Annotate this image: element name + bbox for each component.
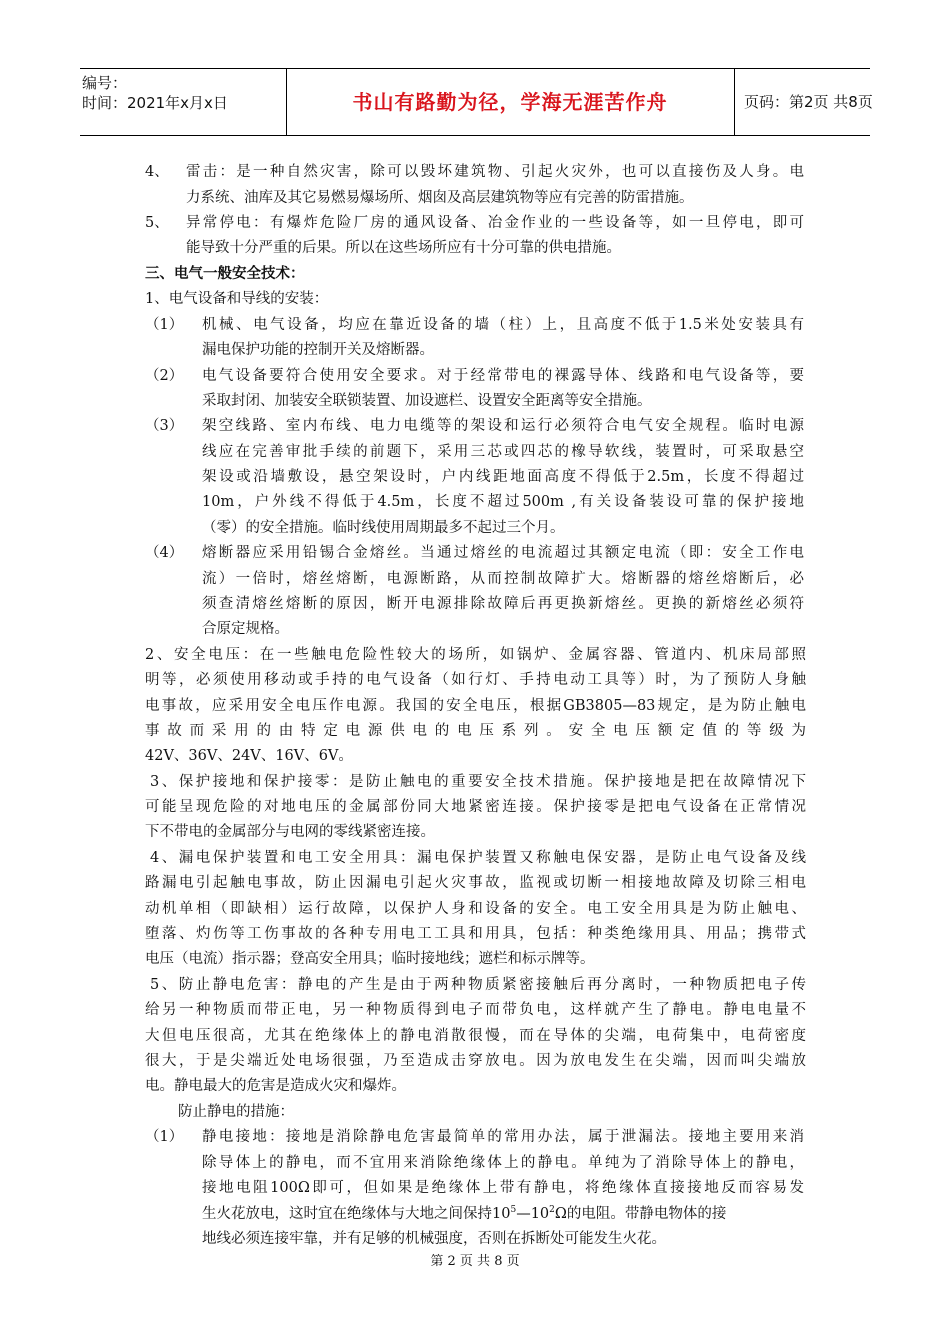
text-line: 4、漏电保护装置和电工安全用具：漏电保护装置又称触电保安器，是防止电气设备及线 bbox=[150, 850, 806, 866]
text-line: （零）的安全措施。临时线使用周期最多不起过三个月。 bbox=[202, 520, 565, 536]
item-number: （1） bbox=[145, 317, 184, 333]
text-line: 路漏电引起触电事故，防止因漏电引起火灾事故，监视或切断一相接地故障及切除三相电 bbox=[145, 875, 806, 891]
header-motto: 书山有路勤为径，学海无涯苦作舟 bbox=[352, 90, 668, 114]
text-line: 电。静电最大的危害是造成火灾和爆炸。 bbox=[145, 1078, 406, 1094]
header-motto-cell bbox=[286, 69, 735, 135]
text-line: 采取封闭、加装安全联锁装置、加设遮栏、设置安全距离等安全措施。 bbox=[202, 393, 652, 409]
item-number: 5、 bbox=[145, 215, 169, 231]
exponent: 2 bbox=[549, 1205, 555, 1216]
text-line: 熔断器应采用铅锡合金熔丝。当通过熔丝的电流超过其额定电流（即：安全工作电 bbox=[202, 545, 804, 561]
text-line: 事故而采用的由特定电源供电的电压系列。安全电压额定值的等级为 bbox=[145, 723, 806, 739]
text-line: 3、保护接地和保护接零：是防止触电的重要安全技术措施。保护接地是把在故障情况下 bbox=[150, 774, 806, 790]
text-fragment: 生火花放电，这时宜在绝缘体与大地之间保持10 bbox=[202, 1206, 511, 1222]
text-line: 5、防止静电危害：静电的产生是由于两种物质紧密接触后再分离时，一种物质把电子传 bbox=[150, 977, 806, 993]
header-page-cell bbox=[734, 69, 873, 135]
text-line: 很大，于是尖端近处电场很强，乃至造成击穿放电。因为放电发生在尖端，因而叫尖端放 bbox=[145, 1053, 806, 1069]
header-meta bbox=[80, 69, 287, 135]
text-line: 大但电压很高，尤其在绝缘体上的静电消散很慢，而在导体的尖端，电荷集中，电荷密度 bbox=[145, 1028, 806, 1044]
text-line: 2、安全电压：在一些触电危险性较大的场所，如锅炉、金属容器、管道内、机床局部照 bbox=[145, 647, 806, 663]
text-fragment: —10 bbox=[516, 1206, 550, 1222]
item-number: （1） bbox=[145, 1129, 184, 1145]
text-line: 合原定规格。 bbox=[202, 621, 289, 637]
text-line: 漏电保护功能的控制开关及熔断器。 bbox=[202, 342, 434, 358]
text-line: 能导致十分严重的后果。所以在这些场所应有十分可靠的供电措施。 bbox=[186, 240, 621, 256]
item-number: （2） bbox=[145, 368, 184, 384]
exponent: 5 bbox=[510, 1205, 517, 1216]
text-line: 接地电阻100Ω即可，但如果是绝缘体上带有静电，将绝缘体直接接地反而容易发 bbox=[202, 1180, 804, 1196]
text-line: 力系统、油库及其它易燃易爆场所、烟囱及高层建筑物等应有完善的防雷措施。 bbox=[186, 190, 694, 206]
text-line: 10m，户外线不得低于4.5m，长度不超过500m ,有关设备装设可靠的保护接地 bbox=[202, 494, 804, 510]
section-heading: 三、电气一般安全技术： bbox=[145, 265, 305, 282]
text-line: 电事故，应采用安全电压作电源。我国的安全电压，根据GB3805—83规定，是为防止触电 bbox=[145, 698, 806, 714]
number-label: 编号： bbox=[82, 74, 128, 92]
text-line: 电气设备要符合使用安全要求。对于经常带电的裸露导体、线路和电气设备等，要 bbox=[202, 368, 804, 384]
subsection-heading: 1、电气设备和导线的安装： bbox=[145, 291, 329, 307]
text-line: 地线必须连接牢靠，并有足够的机械强度，否则在拆断处可能发生火花。 bbox=[202, 1231, 666, 1247]
text-line: 可能呈现危险的对地电压的金属部份同大地紧密连接。保护接零是把电气设备在正常情况 bbox=[145, 799, 806, 815]
text-line: 42V、36V、24V、16V、6V。 bbox=[145, 748, 353, 764]
text-line: 异常停电：有爆炸危险厂房的通风设备、冶金作业的一些设备等，如一旦停电，即可 bbox=[186, 215, 804, 231]
text-line: 架空线路、室内布线、电力电缆等的架设和运行必须符合电气安全规程。临时电源 bbox=[202, 418, 804, 434]
text-line: 流）一倍时，熔丝熔断，电源断路，从而控制故障扩大。熔断器的熔丝熔断后，必 bbox=[202, 571, 804, 587]
item-number: （3） bbox=[145, 418, 184, 434]
page-footer: 第 2 页 共 8 页 bbox=[430, 1254, 520, 1269]
measures-heading: 防止静电的措施： bbox=[178, 1104, 294, 1120]
text-line: 线应在完善审批手续的前题下，采用三芯或四芯的橡导软线，装置时，可采取悬空 bbox=[202, 444, 804, 460]
text-line: 下不带电的金属部分与电网的零线紧密连接。 bbox=[145, 824, 435, 840]
text-line: 架设或沿墙敷设，悬空架设时，户内线距地面高度不得低于2.5m，长度不得超过 bbox=[202, 469, 804, 485]
text-line: 动机单相（即缺相）运行故障，以保护人身和设备的安全。电工安全用具是为防止触电、 bbox=[145, 901, 806, 917]
item-number: 4、 bbox=[145, 164, 169, 180]
text-line-with-superscript bbox=[202, 1204, 726, 1224]
text-fragment: Ω的电阻。带静电物体的接 bbox=[554, 1206, 727, 1222]
text-line: 给另一种物质而带正电，另一种物质得到电子而带负电，这样就产生了静电。静电电量不 bbox=[145, 1002, 806, 1018]
page-code: 页码：第2页 共8页 bbox=[744, 93, 873, 111]
text-line: 雷击：是一种自然灾害，除可以毁坏建筑物、引起火灾外，也可以直接伤及人身。电 bbox=[186, 164, 804, 180]
text-line: 堕落、灼伤等工伤事故的各种专用电工工具和用具，包括：种类绝缘用具、用品；携带式 bbox=[145, 926, 806, 942]
text-line: 须查清熔丝熔断的原因，断开电源排除故障后再更换新熔丝。更换的新熔丝必须符 bbox=[202, 596, 804, 612]
text-line: 静电接地：接地是消除静电危害最简单的常用办法，属于泄漏法。接地主要用来消 bbox=[202, 1129, 804, 1145]
page-header bbox=[80, 68, 873, 136]
item-number: （4） bbox=[145, 545, 184, 561]
time-label: 时间：2021年x月x日 bbox=[82, 94, 228, 112]
text-line: 电压（电流）指示器；登高安全用具；临时接地线；遮栏和标示牌等。 bbox=[145, 951, 595, 967]
text-line: 除导体上的静电，而不宜用来消除绝缘体上的静电。单纯为了消除导体上的静电， bbox=[202, 1155, 804, 1171]
text-line: 机械、电气设备，均应在靠近设备的墙（柱）上，且高度不低于1.5米处安装具有 bbox=[202, 317, 804, 333]
text-line: 明等，必须使用移动或手持的电气设备（如行灯、手持电动工具等）时，为了预防人身触 bbox=[145, 672, 806, 688]
